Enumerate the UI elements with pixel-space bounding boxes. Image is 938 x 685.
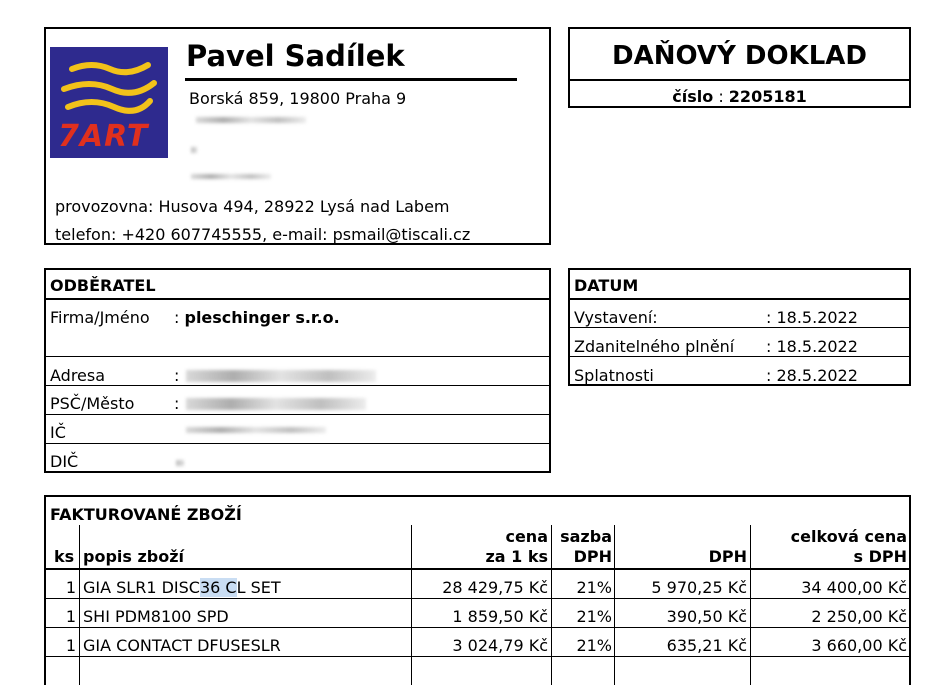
col-divider — [79, 525, 80, 685]
col-header-rate-2: DPH — [573, 547, 612, 566]
row-price: 1 859,50 Kč — [452, 607, 548, 626]
row-vat: 390,50 Kč — [666, 607, 747, 626]
row-desc-part: GIA SLR1 DISC — [83, 578, 200, 597]
row-total: 2 250,00 Kč — [811, 607, 907, 626]
row-divider — [46, 656, 909, 657]
row-desc[interactable] — [83, 578, 281, 597]
col-header-price-1: cena — [505, 527, 548, 546]
firm-name: pleschinger s.r.o. — [184, 308, 340, 327]
row-total: 3 660,00 Kč — [811, 636, 907, 655]
title-divider — [570, 79, 909, 81]
logo-text: 7ART — [58, 119, 149, 154]
row-ks: 1 — [65, 636, 76, 655]
firm-value — [174, 308, 340, 327]
row-rate: 21% — [576, 607, 612, 626]
col-header-vat: DPH — [708, 547, 747, 566]
city-sep: : — [174, 394, 180, 413]
row-rate: 21% — [576, 578, 612, 597]
col-header-ks: ks — [54, 547, 75, 566]
row-desc: GIA CONTACT DFUSESLR — [83, 636, 281, 655]
taxable-value: : 18.5.2022 — [766, 337, 858, 356]
row-divider — [46, 414, 549, 415]
issued-label: Vystavení: — [574, 308, 658, 327]
redacted-dic — [176, 460, 184, 466]
dates-box — [568, 268, 911, 386]
row-rate: 21% — [576, 636, 612, 655]
document-number: 2205181 — [728, 87, 807, 106]
dic-label: DIČ — [50, 452, 79, 471]
redacted-line — [191, 147, 197, 153]
col-header-rate-1: sazba — [560, 527, 612, 546]
goods-box — [44, 495, 911, 685]
row-divider — [570, 356, 909, 357]
dates-heading: DATUM — [574, 276, 639, 295]
customer-box — [44, 268, 551, 473]
row-price: 3 024,79 Kč — [452, 636, 548, 655]
supplier-address: Borská 859, 19800 Praha 9 — [189, 89, 407, 108]
customer-heading: ODBĚRATEL — [50, 276, 156, 295]
taxable-label: Zdanitelného plnění — [574, 337, 735, 356]
redacted-line — [191, 174, 271, 179]
goods-heading: FAKTUROVANÉ ZBOŽÍ — [50, 505, 242, 524]
row-divider — [46, 385, 549, 386]
document-number-sep: : — [718, 87, 724, 106]
row-vat: 5 970,25 Kč — [651, 578, 747, 597]
supplier-contact: telefon: +420 607745555, e-mail: psmail@tiscali.cz — [55, 225, 471, 244]
document-title-box — [568, 27, 911, 108]
document-title: DAŇOVÝ DOKLAD — [612, 41, 867, 71]
dates-heading-divider — [570, 298, 909, 300]
company-logo — [50, 47, 168, 158]
col-header-total-1: celková cena — [790, 527, 907, 546]
city-label: PSČ/Město — [50, 394, 135, 413]
document-number-row — [570, 87, 909, 106]
row-divider — [46, 356, 549, 357]
address-label: Adresa — [50, 366, 106, 385]
row-vat: 635,21 Kč — [666, 636, 747, 655]
firm-sep: : — [174, 308, 180, 327]
row-total: 34 400,00 Kč — [801, 578, 907, 597]
redacted-ic — [186, 427, 326, 433]
issued-value: : 18.5.2022 — [766, 308, 858, 327]
supplier-box — [44, 27, 551, 245]
row-divider — [46, 598, 909, 599]
ic-label: IČ — [50, 423, 66, 442]
row-divider — [46, 443, 549, 444]
row-desc: SHI PDM8100 SPD — [83, 607, 229, 626]
row-ks: 1 — [65, 578, 76, 597]
col-header-price-2: za 1 ks — [485, 547, 548, 566]
supplier-name: Pavel Sadílek — [186, 39, 405, 73]
row-ks: 1 — [65, 607, 76, 626]
due-label: Splatnosti — [574, 366, 654, 385]
row-desc-selected: 36 C — [199, 578, 237, 597]
redacted-line — [196, 117, 306, 123]
supplier-branch: provozovna: Husova 494, 28922 Lysá nad Labem — [55, 197, 450, 216]
customer-heading-divider — [46, 298, 549, 300]
redacted-address — [186, 370, 376, 382]
col-header-desc: popis zboží — [83, 547, 185, 566]
name-underline — [185, 78, 517, 81]
row-divider — [46, 627, 909, 628]
row-divider — [570, 327, 909, 328]
firm-label: Firma/Jméno — [50, 308, 150, 327]
document-number-label: číslo — [672, 87, 714, 106]
redacted-city — [186, 398, 366, 410]
due-value: : 28.5.2022 — [766, 366, 858, 385]
address-sep: : — [174, 366, 180, 385]
col-header-total-2: s DPH — [853, 547, 907, 566]
row-price: 28 429,75 Kč — [442, 578, 548, 597]
row-desc-part: L SET — [236, 578, 281, 597]
header-divider — [46, 568, 909, 570]
